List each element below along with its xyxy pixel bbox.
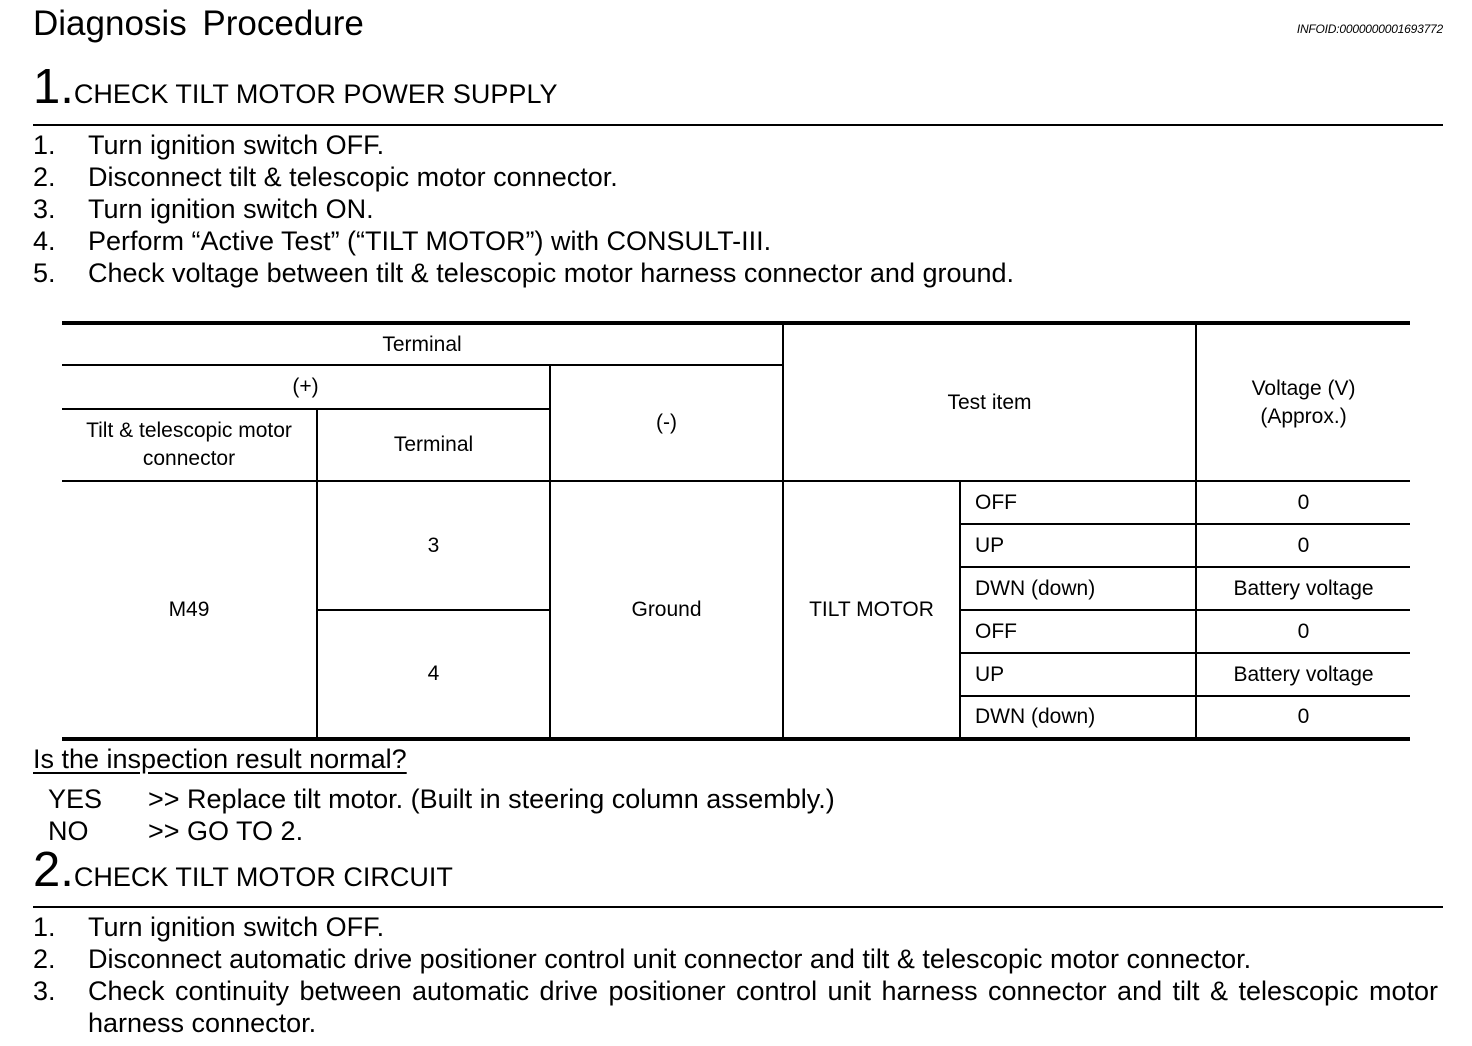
voltage-cell: 0 [1196, 696, 1410, 739]
item-text: Perform “Active Test” (“TILT MOTOR”) with CONSULT-III. [88, 226, 772, 256]
item-number: 1. [33, 130, 56, 160]
connector-cell: M49 [62, 481, 317, 739]
step-1-heading [33, 60, 557, 120]
list-item [33, 257, 1438, 289]
test-item-header: Test item [783, 323, 1196, 481]
item-number: 4. [33, 226, 56, 256]
list-item [33, 129, 1438, 161]
voltage-header-approx: (Approx.) [1260, 404, 1347, 428]
terminal-cell: 3 [317, 481, 550, 610]
answer-yes-label: YES [48, 784, 103, 814]
condition-cell: DWN (down) [960, 696, 1196, 739]
step-1-title: CHECK TILT MOTOR POWER SUPPLY [73, 79, 558, 109]
answer-no-label: NO [48, 816, 89, 846]
item-number: 3. [33, 194, 56, 224]
positive-header: (+) [62, 365, 550, 409]
voltage-spec-table [62, 321, 1410, 741]
item-text: Disconnect automatic drive positioner control unit connector and tilt & telescopic motor connector. [88, 944, 1252, 974]
answer-no-action: >> GO TO 2. [148, 816, 304, 846]
item-text: Disconnect tilt & telescopic motor connector. [88, 162, 618, 192]
page-title: Diagnosis Procedure [33, 4, 364, 43]
condition-cell: UP [960, 653, 1196, 696]
voltage-cell: Battery voltage [1196, 653, 1410, 696]
answer-yes-action: >> Replace tilt motor. (Built in steering column assembly.) [148, 784, 835, 814]
item-number: 2. [33, 944, 56, 974]
voltage-header-label: Voltage (V) [1251, 376, 1356, 400]
item-number: 2. [33, 162, 56, 192]
item-text: Turn ignition switch OFF. [88, 130, 385, 160]
item-text: Turn ignition switch OFF. [88, 912, 385, 942]
step-1-instructions [33, 129, 1438, 289]
step-1-number: 1. [33, 60, 74, 114]
item-number: 1. [33, 912, 56, 942]
terminal-sub-header: Terminal [317, 409, 550, 481]
condition-cell: OFF [960, 481, 1196, 524]
negative-header: (-) [550, 365, 783, 481]
list-item [33, 911, 1438, 943]
ground-cell: Ground [550, 481, 783, 739]
terminal-header: Terminal [62, 323, 783, 365]
table-header-row [62, 323, 1410, 365]
list-item [33, 193, 1438, 225]
item-number: 3. [33, 976, 56, 1006]
item-text: Turn ignition switch ON. [88, 194, 374, 224]
terminal-cell: 4 [317, 610, 550, 739]
item-text: Check voltage between tilt & telescopic motor harness connector and ground. [88, 258, 1015, 288]
step-2-divider [33, 906, 1443, 908]
step-2-heading [33, 843, 453, 903]
condition-cell: UP [960, 524, 1196, 567]
step-1-divider [33, 124, 1443, 126]
step-2-title: CHECK TILT MOTOR CIRCUIT [73, 862, 453, 892]
condition-cell: OFF [960, 610, 1196, 653]
table-row [62, 481, 1410, 524]
voltage-cell: 0 [1196, 524, 1410, 567]
item-number: 5. [33, 258, 56, 288]
list-item [33, 161, 1438, 193]
list-item [33, 225, 1438, 257]
step-2-instructions [33, 911, 1438, 1039]
test-item-cell: TILT MOTOR [783, 481, 960, 739]
voltage-cell: 0 [1196, 610, 1410, 653]
list-item [33, 975, 1438, 1039]
voltage-cell: Battery voltage [1196, 567, 1410, 610]
step-2-number: 2. [33, 843, 74, 897]
condition-cell: DWN (down) [960, 567, 1196, 610]
voltage-cell: 0 [1196, 481, 1410, 524]
list-item [33, 943, 1438, 975]
voltage-header [1196, 323, 1410, 481]
connector-header: Tilt & telescopic motor connector [62, 409, 317, 481]
item-text: Check continuity between automatic drive positioner control unit harness connector and tilt & telescopic motor harness connector. [88, 976, 1438, 1038]
info-id: INFOID:0000000001693772 [1296, 22, 1443, 36]
inspection-question: Is the inspection result normal? [33, 744, 407, 774]
